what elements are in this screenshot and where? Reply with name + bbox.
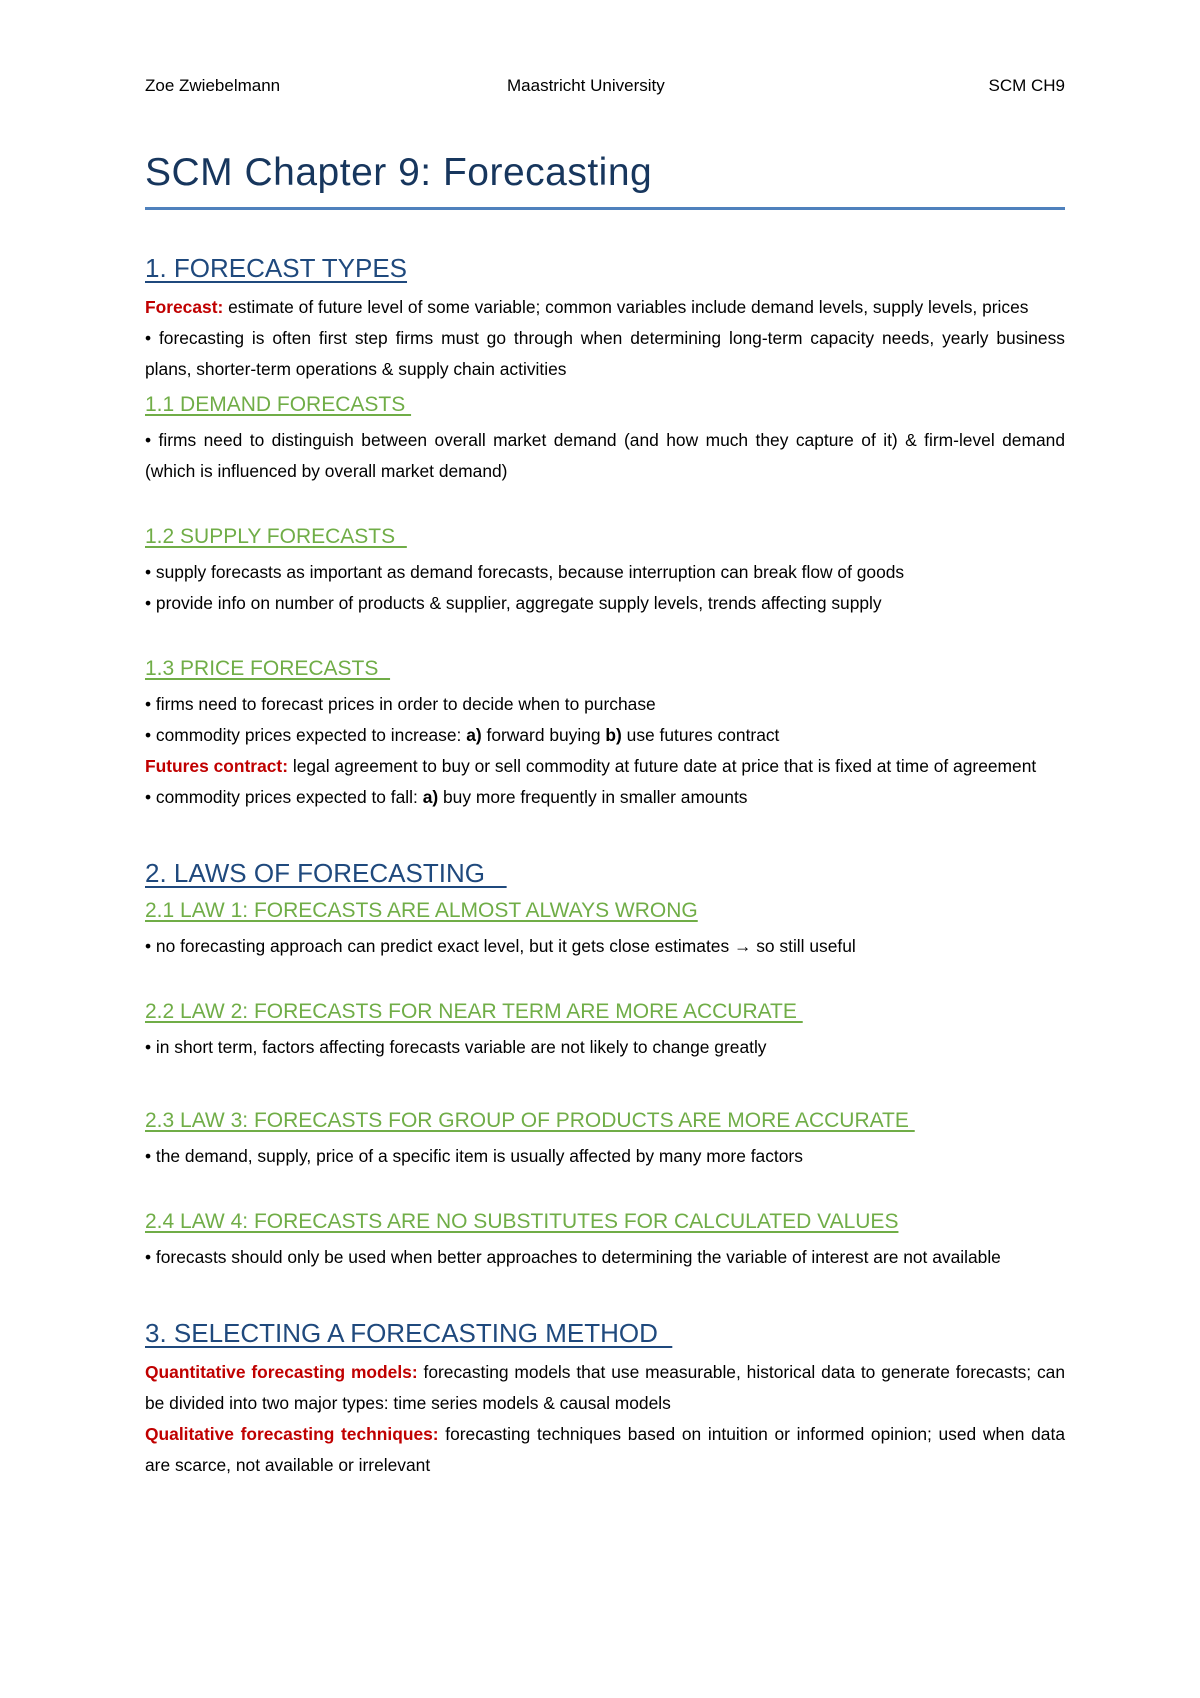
header-author: Zoe Zwiebelmann [145,76,281,95]
forecast-definition-text: estimate of future level of some variable; common variables include demand levels, supply levels, prices [223,297,1029,317]
subsection-heading-law-1: 2.1 LAW 1: FORECASTS ARE ALMOST ALWAYS WRONG [145,899,698,922]
subsection-heading-demand-forecasts: 1.1 DEMAND FORECASTS [145,393,412,416]
futures-contract-term: Futures contract: [145,756,289,776]
qualitative-techniques-text: forecasting techniques based on intuition or informed opinion; used when data are scarce, not available or irrelevant [145,1424,1065,1475]
bullet-forecast-prices: • firms need to forecast prices in order to decide when to purchase [145,694,656,714]
right-arrow-icon: → [734,936,752,956]
subsection-heading-price-forecasts: 1.3 PRICE FORECASTS [145,657,391,680]
qualitative-techniques-term: Qualitative forecasting techniques: [145,1424,439,1444]
bullet-prices-increase [145,720,1065,751]
option-b-text: use futures contract [621,725,780,745]
quantitative-models-term: Quantitative forecasting models: [145,1362,418,1382]
bullet-law-3: • the demand, supply, price of a specific item is usually affected by many more factors [145,1146,803,1166]
quantitative-models-text: forecasting models that use measurable, historical data to generate forecasts; can be divided into two major types: time series models & causal models [145,1362,1066,1413]
fall-option-a-text: buy more frequently in smaller amounts [438,787,748,807]
futures-contract-definition [145,751,1065,782]
header-course: SCM CH9 [988,76,1065,95]
title-underline-rule [145,207,1065,210]
document-body [145,252,1065,1481]
bullet-prices-fall [145,782,1065,813]
bullet-law-1-text: • no forecasting approach can predict exact level, but it gets close estimates [145,936,734,956]
quantitative-models-definition [145,1357,1065,1419]
subsection-heading-law-2: 2.2 LAW 2: FORECASTS FOR NEAR TERM ARE MORE ACCURATE [145,1000,803,1023]
bullet-forecasting-first-step: • forecasting is often first step firms must go through when determining long-term capacity needs, yearly business plans, shorter-term operations & supply chain activities [145,328,1065,379]
subsection-heading-law-4: 2.4 LAW 4: FORECASTS ARE NO SUBSTITUTES FOR CALCULATED VALUES [145,1210,899,1233]
bullet-market-demand: • firms need to distinguish between overall market demand (and how much they capture of it) & firm-level demand (which is influenced by overall market demand) [145,430,1065,481]
bullet-law-1 [145,931,1065,962]
section-heading-selecting-method: 3. SELECTING A FORECASTING METHOD [145,1318,673,1348]
header-institution: Maastricht University [507,76,665,95]
section-heading-laws-of-forecasting: 2. LAWS OF FORECASTING [145,858,507,888]
page-header [145,76,1065,100]
bullet-prices-fall-text: • commodity prices expected to fall: [145,787,423,807]
bullet-prices-increase-text: • commodity prices expected to increase: [145,725,467,745]
option-a-text: forward buying [481,725,606,745]
qualitative-techniques-definition [145,1419,1065,1481]
section-heading-forecast-types: 1. FORECAST TYPES [145,253,408,283]
bullet-law-1-conclusion: so still useful [751,936,856,956]
bullet-law-2: • in short term, factors affecting forecasts variable are not likely to change greatly [145,1037,767,1057]
option-a-label: a) [466,725,482,745]
bullet-supply-importance: • supply forecasts as important as demand forecasts, because interruption can break flow of goods [145,562,905,582]
document-title: SCM Chapter 9: Forecasting [145,151,653,194]
option-b-label: b) [605,725,622,745]
bullet-supply-info: • provide info on number of products & supplier, aggregate supply levels, trends affecting supply [145,593,882,613]
forecast-term: Forecast: [145,297,224,317]
futures-contract-text: legal agreement to buy or sell commodity at future date at price that is fixed at time of agreement [288,756,1037,776]
fall-option-a-label: a) [422,787,439,807]
subsection-heading-supply-forecasts: 1.2 SUPPLY FORECASTS [145,525,407,548]
bullet-law-4: • forecasts should only be used when better approaches to determining the variable of interest are not available [145,1247,1001,1267]
forecast-definition [145,292,1065,323]
subsection-heading-law-3: 2.3 LAW 3: FORECASTS FOR GROUP OF PRODUCTS ARE MORE ACCURATE [145,1109,915,1132]
